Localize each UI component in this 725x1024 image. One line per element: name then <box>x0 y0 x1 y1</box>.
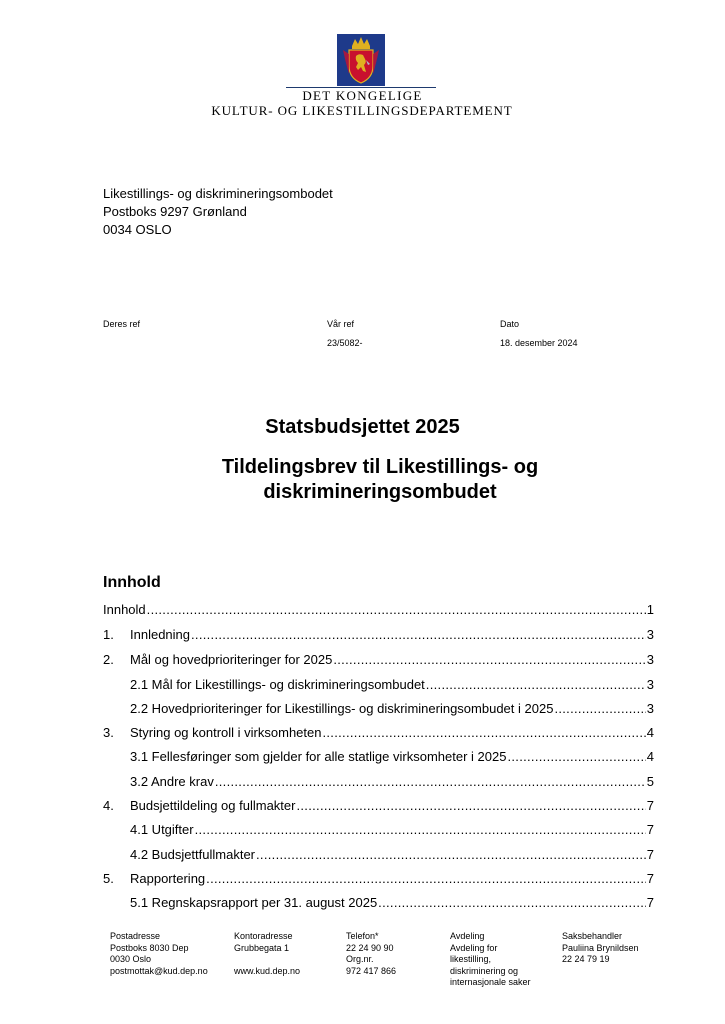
toc-entry-text: 3.2 Andre krav <box>130 774 214 789</box>
toc-entry-page: 7 <box>646 895 654 910</box>
footer-label: Org.nr. <box>346 954 374 964</box>
toc-entry-number: 1. <box>103 627 114 642</box>
toc-entry-page: 3 <box>646 677 654 692</box>
footer-value: Avdeling for <box>450 942 498 953</box>
toc-entry-1[interactable] <box>103 627 654 642</box>
toc-entry-page: 3 <box>646 627 654 642</box>
footer-web-link[interactable]: www.kud.dep.no <box>234 965 301 976</box>
var-ref-value: 23/5082- <box>327 338 363 348</box>
footer-value: Postboks 8030 Dep <box>110 942 189 953</box>
toc-entry-2-2[interactable] <box>130 701 654 716</box>
footer-avdeling <box>450 931 531 989</box>
toc-entry-number: 5. <box>103 871 114 886</box>
footer-saksbehandler <box>562 931 639 966</box>
toc-entry-text: 2.1 Mål for Likestillings- og diskrimineringsombudet <box>130 677 425 692</box>
toc-entry-2-1[interactable] <box>130 677 654 692</box>
recipient-line-1: Likestillings- og diskrimineringsombodet <box>103 186 333 201</box>
toc-entry-page: 3 <box>646 652 654 667</box>
toc-entry-4[interactable] <box>103 798 654 813</box>
recipient-line-2: Postboks 9297 Grønland <box>103 204 247 219</box>
toc-entry-text: Budsjettildeling og fullmakter <box>130 798 296 813</box>
footer-postadresse <box>110 931 208 977</box>
toc-entry-text: 5.1 Regnskapsrapport per 31. august 2025 <box>130 895 378 910</box>
footer-label: Kontoradresse <box>234 931 293 941</box>
toc-entry-text: Innledning <box>130 627 190 642</box>
toc-entry-number: 2. <box>103 652 114 667</box>
footer-value: diskriminering og <box>450 965 519 976</box>
toc-entry-5-1[interactable] <box>130 895 654 910</box>
toc-entry-page: 1 <box>646 602 654 617</box>
toc-entry-page: 3 <box>646 701 654 716</box>
dato-value: 18. desember 2024 <box>500 338 578 348</box>
recipient-line-3: 0034 OSLO <box>103 222 172 237</box>
toc-entry-text: Styring og kontroll i virksomheten <box>130 725 322 740</box>
coat-of-arms-icon <box>337 34 385 86</box>
toc-entry-text: Mål og hovedprioriteringer for 2025 <box>130 652 333 667</box>
dato-label: Dato <box>500 319 520 329</box>
footer-value: internasjonale saker <box>450 977 531 987</box>
toc-entry-page: 7 <box>646 798 654 813</box>
footer-email-link[interactable]: postmottak@kud.dep.no <box>110 965 208 976</box>
footer-value: 972 417 866 <box>346 965 397 976</box>
toc-entry-text: Rapportering <box>130 871 206 886</box>
toc-entry-4-1[interactable] <box>130 822 654 837</box>
toc-entry-3-1[interactable] <box>130 749 654 764</box>
toc-entry-text: 3.1 Fellesføringer som gjelder for alle statlige virksomheter i 2025 <box>130 749 507 764</box>
toc-entry-text: 4.2 Budsjettfullmakter <box>130 847 256 862</box>
footer-label: Telefon* <box>346 931 379 941</box>
footer-value: 22 24 90 90 <box>346 942 394 953</box>
footer-value: 22 24 79 19 <box>562 954 610 964</box>
footer-label: Postadresse <box>110 931 161 941</box>
toc-entry-text: Innhold <box>103 602 146 617</box>
toc-entry-number: 4. <box>103 798 114 813</box>
toc-entry-page: 4 <box>646 725 654 740</box>
footer-label: Saksbehandler <box>562 931 623 941</box>
toc-entry-page: 7 <box>646 822 654 837</box>
footer-value: 0030 Oslo <box>110 954 152 964</box>
ministry-name-line2: KULTUR- OG LIKESTILLINGSDEPARTEMENT <box>211 103 513 118</box>
footer-value: Grubbegata 1 <box>234 942 290 953</box>
toc-entry-page: 7 <box>646 871 654 886</box>
toc-entry-5[interactable] <box>103 871 654 886</box>
toc-entry-page: 5 <box>646 774 654 789</box>
toc-heading: Innhold <box>103 574 161 591</box>
toc-entry-2[interactable] <box>103 652 654 667</box>
toc-entry-text: 2.2 Hovedprioriteringer for Likestillings- og diskrimineringsombudet i 2025 <box>130 701 554 716</box>
toc-entry-3-2[interactable] <box>130 774 654 789</box>
var-ref-label: Vår ref <box>327 319 355 329</box>
footer-label: Avdeling <box>450 931 485 941</box>
toc-entry-innhold[interactable] <box>103 602 654 617</box>
ministry-name-line1: DET KONGELIGE <box>302 88 423 103</box>
footer-value: Pauliina Brynildsen <box>562 942 639 953</box>
toc-entry-page: 7 <box>646 847 654 862</box>
toc-entry-3[interactable] <box>103 725 654 740</box>
document-title: Statsbudsjettet 2025 <box>265 416 460 438</box>
toc-entry-4-2[interactable] <box>130 847 654 862</box>
toc-entry-text: 4.1 Utgifter <box>130 822 194 837</box>
footer-kontoradresse <box>234 931 300 977</box>
toc-entry-number: 3. <box>103 725 114 740</box>
deres-ref-label: Deres ref <box>103 319 141 329</box>
footer-value: likestilling, <box>450 954 492 964</box>
document-subtitle: Tildelingsbrev til Likestillings- og diskrimineringsombudet <box>221 456 539 503</box>
footer-value <box>234 954 300 966</box>
footer-telefon <box>346 931 396 977</box>
toc-entry-page: 4 <box>646 749 654 764</box>
